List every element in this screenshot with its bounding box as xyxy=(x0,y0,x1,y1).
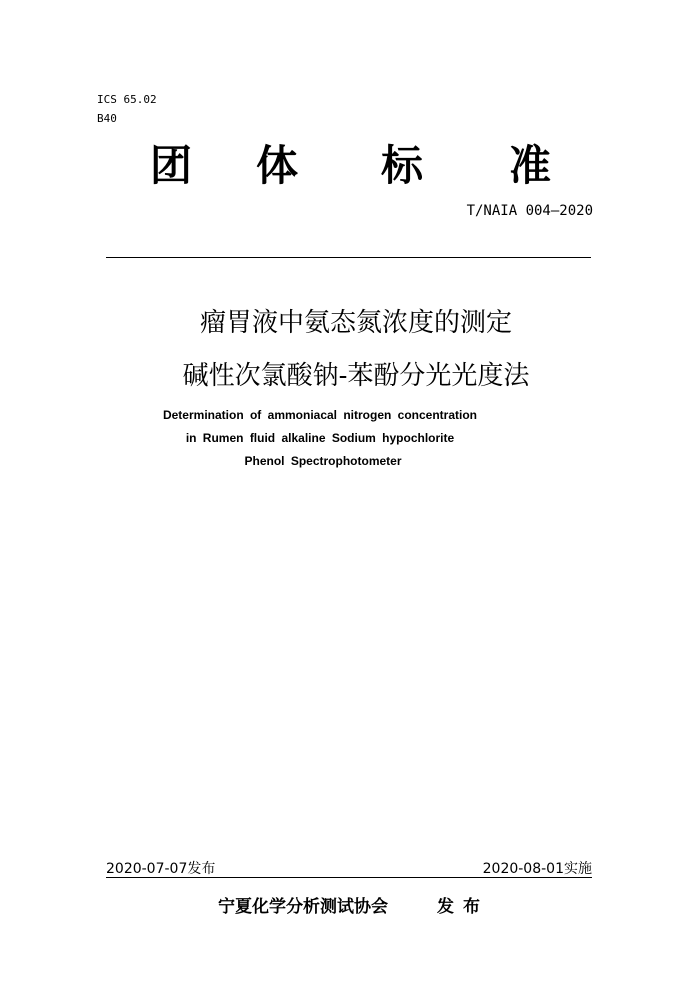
chinese-title-line-1: 瘤胃液中氨态氮浓度的测定 xyxy=(199,308,512,338)
doc-type-char-4: 准 xyxy=(509,141,552,190)
english-title-line-1: Determination of ammoniacal nitrogen concentration xyxy=(162,408,478,422)
english-title-line-3: Phenol Spectrophotometer xyxy=(244,454,402,468)
bottom-divider xyxy=(106,877,592,878)
english-title-line-2: in Rumen fluid alkaline Sodium hypochlorite xyxy=(185,431,455,445)
ics-code: ICS 65.02 xyxy=(97,93,157,106)
doc-type-char-2: 体 xyxy=(256,141,299,190)
standard-number: T/NAIA 004—2020 xyxy=(466,203,593,219)
top-divider xyxy=(106,257,591,258)
implementation-date: 2020-08-01实施 xyxy=(482,861,592,877)
doc-type-char-1: 团 xyxy=(150,141,193,190)
chinese-title-line-2: 碱性次氯酸钠-苯酚分光光度法 xyxy=(182,361,530,391)
publish-date: 2020-07-07发布 xyxy=(106,861,216,877)
issuing-organization: 宁夏化学分析测试协会 xyxy=(218,897,388,917)
issue-label: 发布 xyxy=(437,897,489,917)
doc-type-char-3: 标 xyxy=(381,141,424,190)
ccs-code: B40 xyxy=(97,112,117,125)
